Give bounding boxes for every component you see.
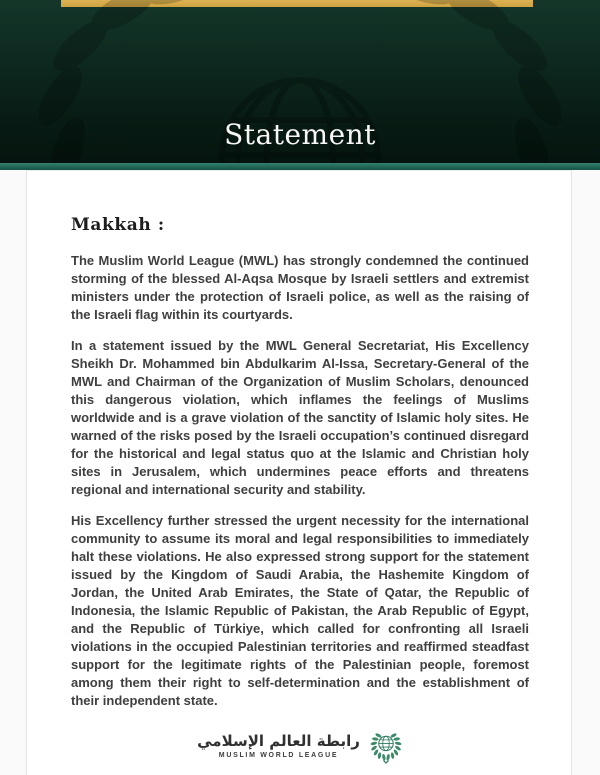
mwl-wreath-globe-icon (369, 727, 403, 765)
statement-paragraph-3: His Excellency further stressed the urgent necessity for the international community to assume its moral and legal responsibilities to immediately halt these violations. He also expressed strong support for the statement issued by the Kingdom of Saudi Arabia, the Hashemite Kingdom of Jordan, the United Arab Emirates, the State of Qatar, the Republic of Indonesia, the Islamic Republic of Pakistan, the Arab Republic of Egypt, and the Republic of Türkiye, which called for confronting all Israeli violations in the occupied Palestinian territories and reaffirmed steadfast support for the legitimate rights of the Palestinian people, foremost among them their right to self-determination and the establishment of their independent state. (71, 513, 529, 708)
statement-paragraph-1: The Muslim World League (MWL) has strongly condemned the continued storming of the blessed Al-Aqsa Mosque by Israeli settlers and extremist ministers under the protection of Israeli police, as well as the raising of the Israeli flag within its courtyards. (71, 253, 529, 322)
mwl-logo (71, 727, 529, 765)
statement-card (26, 170, 572, 775)
mwl-logo-english-text: MUSLIM WORLD LEAGUE (218, 752, 339, 760)
poster-header (0, 0, 600, 163)
dateline-heading: Makkah : (71, 215, 165, 235)
page-title: Statement (224, 118, 376, 151)
teal-divider (0, 163, 600, 170)
statement-paragraph-2: In a statement issued by the MWL General Secretariat, His Excellency Sheikh Dr. Mohammed bin Abdulkarim Al-Issa, Secretary-General of the MWL and Chairman of the Organization of Muslim Scholars, denounced this dangerous violation, which inflames the feelings of Muslims worldwide and is a grave violation of the sanctity of Islamic holy sites. He warned of the risks posed by the Israeli occupation’s continued disregard for the historical and legal status quo at the Islamic and Christian holy sites in Jerusalem, which undermines peace efforts and threatens regional and international security and stability. (71, 338, 529, 497)
mwl-logo-arabic-text: رابطة العالم الإسلامي (197, 731, 360, 750)
content-area (0, 170, 600, 775)
mwl-logo-text (197, 733, 360, 759)
